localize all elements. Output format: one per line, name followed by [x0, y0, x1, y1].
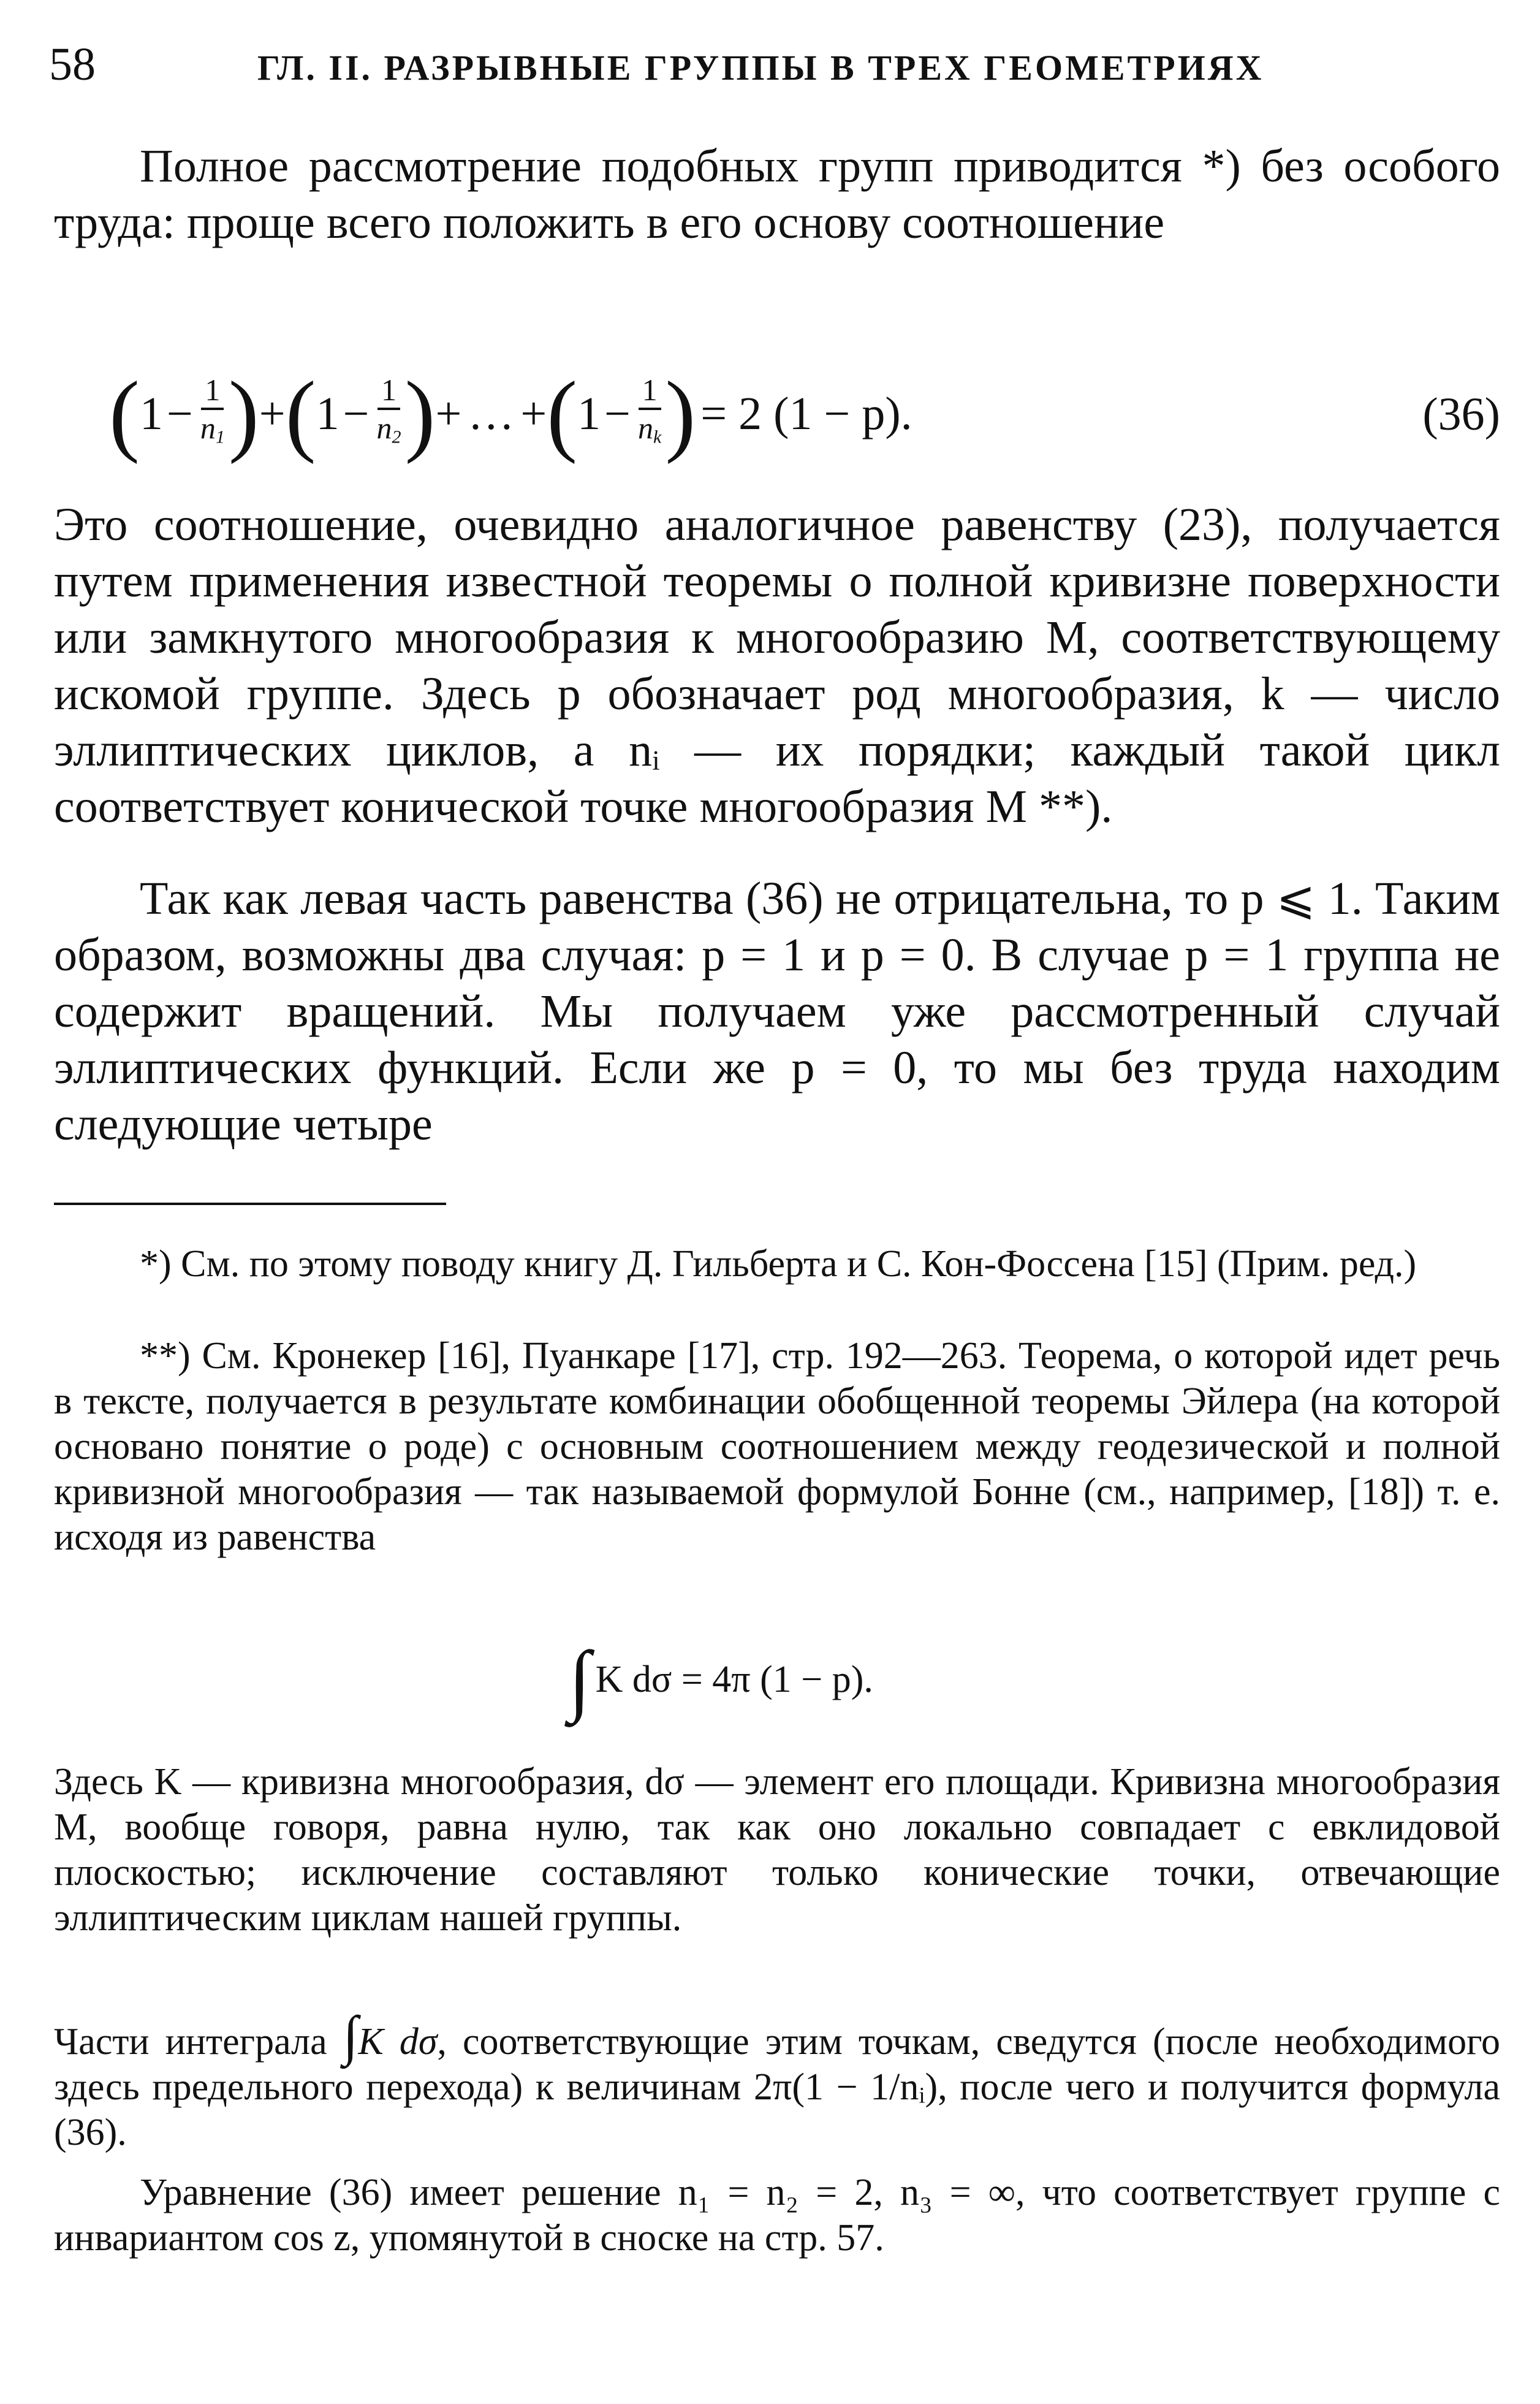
eq-minus: −: [166, 387, 193, 439]
eq-one: 1: [316, 387, 339, 439]
integral-sign: ∫: [569, 1635, 591, 1724]
var-n: n: [200, 411, 216, 446]
integral-eq-body: [569, 1635, 873, 1724]
footnote-2: **) См. Кронекер [16], Пуанкаре [17], стр. 192—263. Теорема, о которой идет речь в тексте, получается в результате комбинации обобщенной теоремы Эйлера (на которой основано понятие о роде) с основным соотношением между геодезической и полной кривизной многообразия — так называемой формулой Бонне (см., например, [18]) т. е. исходя из равенства: [54, 1335, 1500, 1558]
paren-open: (: [109, 363, 140, 465]
paren-close: ): [665, 363, 696, 465]
equation-36: [54, 362, 1500, 466]
eq-minus: −: [343, 387, 370, 439]
equation-36-body: [109, 362, 912, 466]
frac-den: [376, 410, 401, 455]
frac-num: 1: [639, 372, 661, 410]
paragraph-intro: Полное рассмотрение подобных групп приводится *) без особого труда: проще всего положить в его основу соотношение: [54, 140, 1500, 248]
eq-minus: −: [604, 387, 631, 439]
eq-one: 1: [577, 387, 601, 439]
eq-plus: +: [259, 387, 286, 439]
integral-parts-text-c: 2π(1 − 1/nᵢ), после чего и получится формула (36).: [54, 2066, 1500, 2153]
eq-plus: +: [520, 387, 547, 439]
eq-dots: …: [468, 387, 515, 439]
footnote-2-solution: Уравнение (36) имеет решение n₁ = n₂ = 2, n₃ = ∞, что соответствует группе с инвариантом cos z, упомянутой в сноске на стр. 57.: [54, 2172, 1500, 2259]
paren-close: ): [404, 363, 436, 465]
integral-expression: K dσ = 4π (1 − p).: [595, 1658, 873, 1700]
eq-rhs: = 2 (1 − p).: [700, 387, 912, 439]
paren-close: ): [228, 363, 259, 465]
sub-2: 2: [392, 427, 401, 447]
page-header: [49, 37, 1508, 92]
frac-den: [200, 410, 225, 455]
frac-num: 1: [377, 372, 400, 410]
running-head: ГЛ. II. РАЗРЫВНЫЕ ГРУППЫ В ТРЕХ ГЕОМЕТРИЯХ: [257, 48, 1264, 88]
eq-one: 1: [139, 387, 163, 439]
integral-parts-text-a: Части интеграла: [54, 2021, 327, 2063]
page-number: 58: [49, 39, 96, 90]
var-n: n: [638, 411, 654, 446]
paragraph-curvature: Это соотношение, очевидно аналогичное равенству (23), получается путем применения известной теоремы о полной кривизне поверхности или замкнутого многообразия к многообразию M, соответствующему искомой группе. Здесь p обозначает род многообразия, k — число эллиптических циклов, а nᵢ — их порядки; каждый такой цикл соответствует конической точке многообразия M **).: [54, 499, 1500, 832]
footnote-1: *) См. по этому поводу книгу Д. Гильберта и С. Кон-Фоссена [15] (Прим. ред.): [140, 1243, 1417, 1285]
integral-sign-small: ∫: [343, 2006, 358, 2066]
fraction-1-n1: [200, 372, 225, 455]
footnote-2-continued: Здесь K — кривизна многообразия, dσ — элемент его площади. Кривизна многообразия M, вообще говоря, равна нулю, так как оно локально совпадает с евклидовой плоскостью; исключение составляют только конические точки, отвечающие эллиптическим циклам нашей группы.: [54, 1761, 1500, 1939]
sub-1: 1: [215, 427, 225, 447]
paren-open: (: [547, 363, 578, 465]
footnote-integral-equation: [54, 1630, 1500, 1729]
equation-number: (36): [1422, 389, 1500, 440]
integral-parts-text-b: , соответствующие этим точкам, сведутся (после необходимого здесь предельного перехода) к величинам: [54, 2021, 1500, 2108]
sub-k: k: [653, 427, 662, 447]
frac-den: [638, 410, 661, 455]
paragraph-cases: Так как левая часть равенства (36) не отрицательна, то p ⩽ 1. Таким образом, возможны два случая: p = 1 и p = 0. В случае p = 1 группа не содержит вращений. Мы получаем уже рассмотренный случай эллиптических функций. Если же p = 0, то мы без труда находим следующие четыре: [54, 873, 1500, 1150]
footnote-2-integral-parts: [54, 2006, 1500, 2155]
fraction-1-nk: [638, 372, 661, 455]
integral-kd-sigma: K dσ: [358, 2021, 438, 2063]
fraction-1-n2: [376, 372, 401, 455]
var-n: n: [376, 411, 392, 446]
paren-open: (: [285, 363, 316, 465]
footnote-separator: [54, 1203, 446, 1205]
eq-plus: +: [435, 387, 462, 439]
frac-num: 1: [201, 372, 224, 410]
